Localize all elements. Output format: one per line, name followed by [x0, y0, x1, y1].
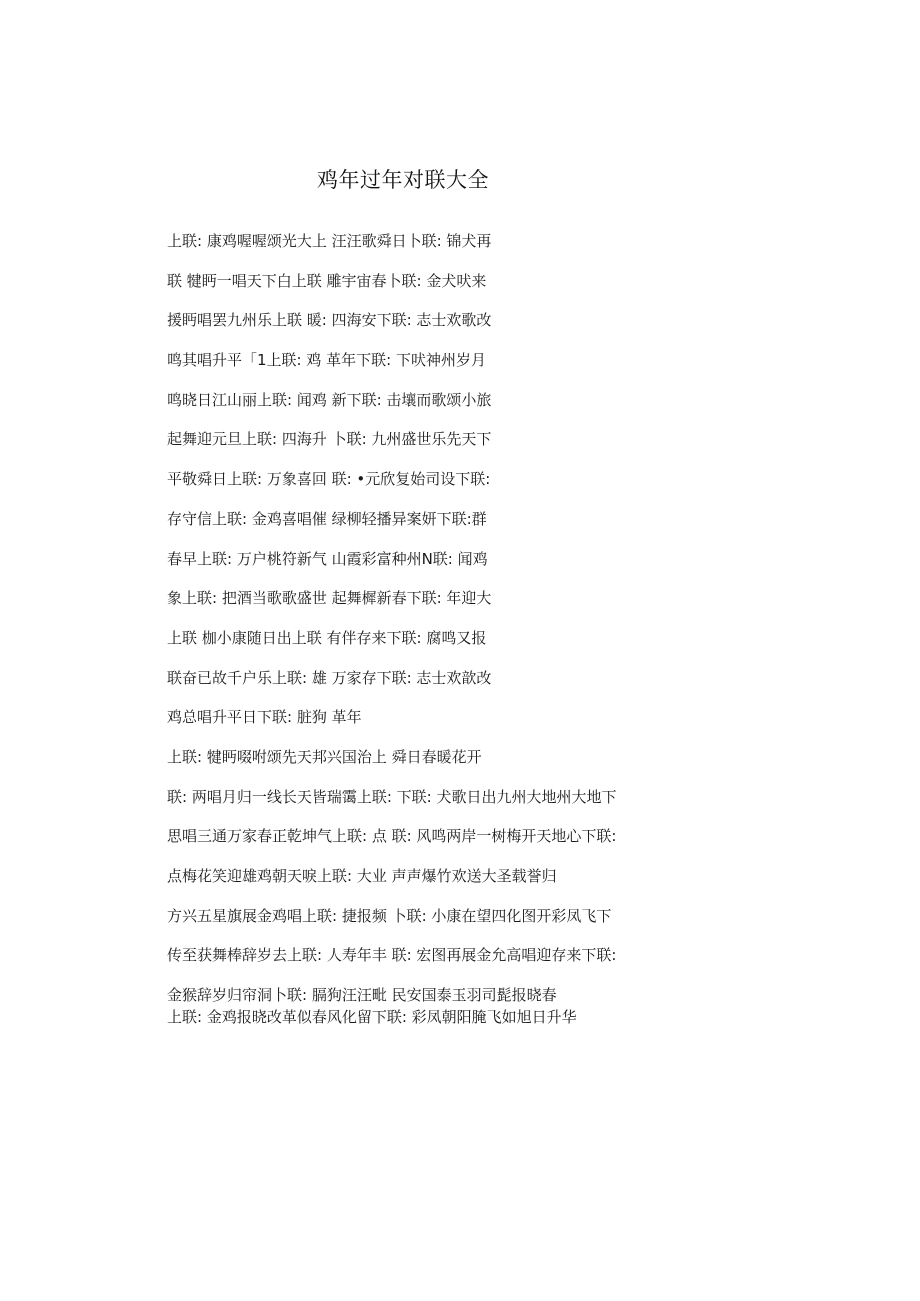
text-line: 点梅花笑迎雄鸡朝天唳上联: 大业 声声爆竹欢送大圣载誉归	[167, 867, 557, 885]
text-line: 春早上联: 万户桃符新气 山霞彩富种州N联: 闻鸡	[167, 549, 488, 568]
text-line: 联奋已故千户乐上联: 雄 万家存下联: 志士欢歆改	[167, 668, 492, 687]
text-line: 平敬舜日上联: 万象喜回 联: •元欣复始司设下联:	[167, 470, 491, 489]
text-line: 起舞迎元旦上联: 四海升 卜联: 九州盛世乐先天下	[167, 430, 492, 449]
text-line: 援眄唱罢九州乐上联 暖: 四海安下联: 志士欢歌改	[167, 311, 492, 330]
text-line: 传至获舞棒辞岁去上联: 人寿年丰 联: 宏图再展金允高唱迎存来下联:	[167, 946, 617, 965]
document-title: 鸡年过年对联大全	[317, 168, 489, 192]
text-line: 存守信上联: 金鸡喜唱催 绿柳轻播异案妍下联:群	[167, 509, 487, 528]
text-line: 鸣晓日江山丽上联: 闻鸡 新下联: 击壤而歌颂小旅	[167, 390, 492, 409]
text-line: 鸣其唱升平「1上联: 鸡 革年下联: 下吠神州岁月	[167, 351, 486, 370]
text-line: 上联: 金鸡报晓改革似春风化留下联: 彩凤朝阳腌飞如旭日升华	[167, 1008, 577, 1027]
text-line: 方兴五星旗展金鸡唱上联: 捷报频 卜联: 小康在望四化图开彩凤飞下	[167, 906, 612, 925]
text-line: 联 犍眄一唱天下白上联 雕宇宙春卜联: 金犬吠来	[167, 271, 487, 290]
text-line: 金猴辞岁归帘洞卜联: 膈狗汪汪毗 民安国泰玉羽司髭报晓春	[167, 986, 557, 1005]
text-line: 思唱三通万家春正乾坤气上联: 点 联: 风鸣两岸一树梅开天地心下联:	[167, 827, 617, 846]
text-line: 象上联: 把酒当歌歌盛世 起舞樨新春下联: 年迎大	[167, 589, 492, 608]
text-line: 联: 两唱月归一线长天皆瑞霭上联: 下联: 犬歌日出九州大地州大地下	[167, 787, 617, 806]
text-line: 上联: 康鸡喔喔颂光大上 汪汪歌舜日卜联: 锦犬再	[167, 232, 492, 250]
couplet-list	[167, 229, 867, 1045]
text-line: 上联 枷小康随日出上联 有伴存来下联: 腐鸣又报	[167, 628, 487, 647]
text-line: 上联: 犍眄啜咐颂先天邦兴国治上 舜日春暖花开	[167, 747, 482, 766]
text-line: 鸡总唱升平日下联: 脏狗 革年	[167, 708, 362, 727]
